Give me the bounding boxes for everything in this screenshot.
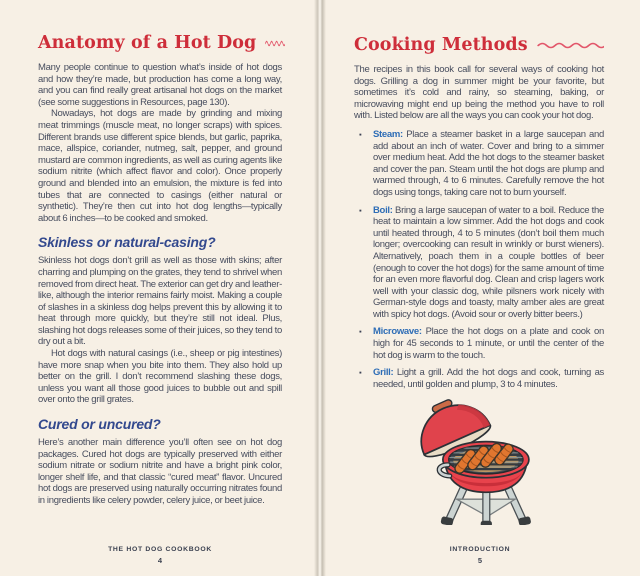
right-chapter-title: Cooking Methods xyxy=(354,35,528,55)
left-chapter-title: Anatomy of a Hot Dog xyxy=(38,33,257,53)
illustration-wrap xyxy=(354,396,604,525)
wavy-line-decoration xyxy=(265,39,285,47)
method-label: Boil: xyxy=(373,204,393,216)
method-label: Grill: xyxy=(373,367,394,379)
body-paragraph: Nowadays, hot dogs are made by grinding and mixing meat trimmings (muscle meat, no longer scraps) with spices. Different brands use different spice blends, but garlic, paprika, mace, allspice, coriander, nutmeg, salt, pepper, and ground mustard are common ingredients, as well as curing agents like sodium nitrite (which affect flavor and color). Once properly ground and blended into an emulsion, the mixture is fed into tubes that are connected to casings (either natural or synthetic). They’re then cut into hot dog lengths—typically about 6 inches—to be cooked and smoked. xyxy=(38,108,282,224)
method-text: Place a steamer basket in a large saucepan and add about an inch of water. Cover and bring to a simmer over medium heat. Add the hot dogs to the steamer basket and cover the pan. Steam until the hot dogs are plump and warmed through, 4 to 6 minutes. Carefully remove the hot dogs using tongs, taking care not to burn yourself. xyxy=(373,128,604,198)
footer-book-title: THE HOT DOG COOKBOOK xyxy=(108,546,212,553)
grill-illustration xyxy=(410,396,548,525)
intro-paragraph: The recipes in this book call for several ways of cooking hot dogs. Grilling a dog in summer might be your favorite, but sometimes it’s cold and rainy, so steaming, baking, or microwaving might end up being the method you have to roll with. Listed below are all the ways you can cook your hot dog. xyxy=(354,64,604,122)
method-text: Place the hot dogs on a plate and cook on high for 45 seconds to 1 minute, or until the center of the hot dog is warm to the touch. xyxy=(373,326,605,361)
method-label: Steam: xyxy=(373,128,403,140)
section-heading-skinless: Skinless or natural-casing? xyxy=(38,234,216,251)
right-body xyxy=(354,64,604,122)
left-body xyxy=(38,62,282,507)
method-list xyxy=(354,129,604,390)
footer-page-number-right: 5 xyxy=(477,556,483,565)
method-text: Bring a large saucepan of water to a boil. Reduce the heat to maintain a low simmer. Add the hot dogs and cook until heated through, 4 to 5 minutes (don’t boil them much longer; overcooking can result in wrinkly or burst wieners). Alternatively, poach them in a couple bottles of beer (enough to cover the hot dogs) for the same amount of time for an even more flavorful dog. Clean and crisp lagers work well with your classic dog, while pilsners work nicely with German-style dogs and toasty, malty amber ales are great with spicy hot dogs. (Avoid sour or overly bitter beers.) xyxy=(373,204,604,320)
section-heading-cured: Cured or uncured? xyxy=(38,416,161,433)
method-item-steam xyxy=(354,129,604,199)
bullet-square-icon: ▪ xyxy=(359,129,362,139)
bullet-square-icon: ▪ xyxy=(359,205,362,215)
right-title-row xyxy=(354,35,604,55)
right-page-footer xyxy=(320,546,640,565)
left-page-footer xyxy=(0,546,320,565)
method-label: Microwave: xyxy=(373,326,422,338)
body-paragraph: Here’s another main difference you’ll often see on hot dog packages. Cured hot dogs are typically preserved with either sodium nitrate or sodium nitrite and have a bright pink color, longer shelf life, and that classic “cured meat” flavor. Uncured hot dogs are preserved using naturally occurring nitrates found in ingredients like celery powder, celery juice, or beet juice. xyxy=(38,437,282,506)
body-paragraph: Hot dogs with natural casings (i.e., sheep or pig intestines) have more snap when you bite into them. They also hold up better on the grill. I don’t recommend slashing these dogs, unless you want all those good juices to bubble out and spill over onto the grill grates. xyxy=(38,348,282,406)
method-text: Light a grill. Add the hot dogs and cook, turning as needed, until golden and plump, 3 to 4 minutes. xyxy=(373,367,604,390)
bullet-square-icon: ▪ xyxy=(359,327,362,337)
body-paragraph: Skinless hot dogs don’t grill as well as those with skins; after charring and plumping on the grates, they tend to shrivel when removed from direct heat. The exterior can get dry and leather-like, although the interior remains fairly moist. Making a couple of slashes in a skinless dog helps prevent this by allowing it to heat through more quickly, but they’re still not ideal. Plus, slashing hot dogs releases some of their juices, so they tend to dry out a bit. xyxy=(38,255,282,348)
method-item-boil xyxy=(354,205,604,321)
method-item-microwave xyxy=(354,326,604,361)
footer-section-name: INTRODUCTION xyxy=(449,546,511,553)
footer-page-number-left: 4 xyxy=(157,556,163,565)
body-paragraph: Many people continue to question what’s inside of hot dogs and how they’re made, but production has come a long way, and you can find really great artisanal hot dogs on the market (see some suggestions in Resources, page 130). xyxy=(38,62,282,108)
wavy-line-decoration xyxy=(537,41,604,49)
bullet-square-icon: ▪ xyxy=(359,368,362,378)
right-page xyxy=(320,0,640,576)
left-title-row xyxy=(38,33,282,53)
method-item-grill xyxy=(354,367,604,390)
